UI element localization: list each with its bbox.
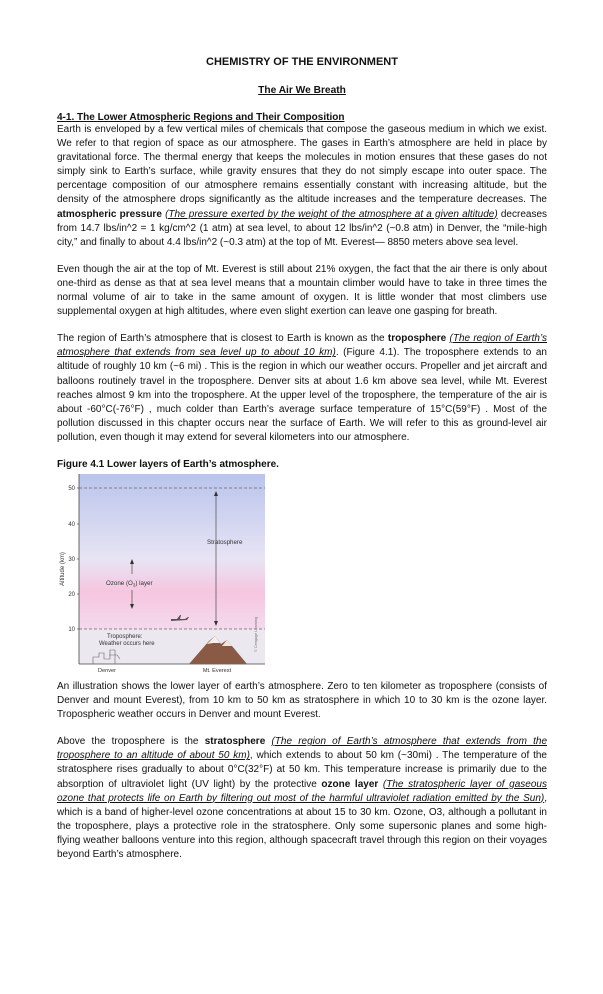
troposphere-label: Troposphere: (107, 633, 143, 640)
everest-label: Mt. Everest (202, 667, 232, 674)
stratosphere-label: Stratosphere (207, 538, 243, 546)
paragraph-everest-oxygen: Even though the air at the top of Mt. Everest is still about 21% oxygen, the fact that the air there is only about one-third as dense as that at sea level means that a mountain climber would have to take in three times the normal volume of air to take in the same amount of oxygen. It is little wonder that most climbers use supplemental oxygen at high altitudes, where even slight exertion can leave one gasping for breath. (57, 263, 547, 318)
troposphere-sublabel: Weather occurs here (99, 640, 155, 647)
term-stratosphere: stratosphere (204, 736, 266, 748)
definition-troposphere: (The region of Earth’s atmosphere that extends from sea level up to about 10 km) (57, 333, 547, 359)
y-axis-label: Altitude (km) (60, 552, 66, 586)
document-subtitle: The Air We Breath (258, 85, 346, 96)
term-ozone-layer: ozone layer (321, 778, 379, 790)
denver-label: Denver (97, 667, 117, 674)
tick-50: 50 (68, 485, 75, 492)
tick-10: 10 (68, 626, 75, 633)
tick-40: 40 (68, 521, 75, 528)
figure-caption: Figure 4.1 Lower layers of Earth’s atmosphere. (57, 458, 279, 470)
definition-ozone-layer: (The stratospheric layer of gaseous ozone that protects life on Earth by filtering out most of the harmful ultraviolet radiation emitted by the Sun) (57, 778, 547, 804)
term-troposphere: troposphere (387, 333, 447, 345)
figure-description: An illustration shows the lower layer of earth’s atmosphere. Zero to ten kilometer as troposphere (consists of Denver and mount Everest), from 10 km to 50 km as stratosphere in which 10 to 30 km is the ozone layer. Tropospheric weather occurs in Denver and mount Everest. (57, 680, 547, 721)
paragraph-atmosphere: Earth is enveloped by a few vertical miles of chemicals that compose the gaseous medium in which we exist. We refer to that region of space as our atmosphere. The gases in Earth’s atmosphere are held in place by gravitational force. The thermal energy that keeps the molecules in motion ensures that these gases do not simply sink to Earth’s surface, while gravity ensures that they do not simply escape into outer space. The percentage composition of our atmosphere remains essentially constant with increasing altitude, but the density of the atmosphere drops significantly as the altitude increases and the temperature decreases. The atmospheric pressure (The pressure exerted by the weight of the atmosphere at a given altitude) decreases from 14.7 lbs/in^2 = 1 kg/cm^2 (1 atm) at sea level, to about 12 lbs/in^2 (~0.8 atm) in Denver, the “mile-high city,” and finally to about 4.4 lbs/in^2 (~0.3 atm) at the top of Mt. Everest— 8850 meters above sea level. (57, 124, 548, 248)
paragraph-troposphere: The region of Earth’s atmosphere that is closest to Earth is known as the troposphere (The region of Earth’s atmosphere that extends from sea level up to about 10 km). (Figure 4.1). The troposphere extends to an altitude of roughly 10 km (~6 mi) . This is the region in which our weather occurs. Propeller and jet aircraft and balloons routinely travel in the troposphere. Denver sits at about 1.6 km above sea level, while Mt. Everest reaches almost 9 km into the troposphere. At the upper level of the troposphere, the temperature of the air is about -60°C(-76°F) , much colder than Earth’s average surface temperature of 15°C(59°F) . Most of the pollution discussed in this chapter occurs near the surface of Earth. We will refer to this as ground-level air pollution, even though it may extend for several kilometers into our atmosphere. (57, 333, 547, 443)
tick-20: 20 (68, 591, 75, 598)
ozone-label: Ozone $(O_3)$ layer (106, 579, 153, 588)
section-heading: 4-1. The Lower Atmospheric Regions and Their Composition (57, 112, 345, 123)
document-title: CHEMISTRY OF THE ENVIRONMENT (206, 56, 398, 68)
term-atmospheric-pressure: atmospheric pressure (57, 208, 162, 220)
document-page (57, 50, 547, 862)
paragraph-stratosphere: Above the troposphere is the stratosphere (The region of Earth’s atmosphere that extends from the troposphere to an altitude of about 50 km), which extends to about 50 km (~30mi) . The temperature of the stratosphere rises gradually to about 0°C(32°F) at 50 km. This temperature increase is primarily due to the absorption of ultraviolet light (UV light) by the protective ozone layer (The stratospheric layer of gaseous ozone that protects life on Earth by filtering out most of the harmful ultraviolet radiation emitted by the Sun), which is a band of higher-level ozone concentrations at about 15 to 30 km. Ozone, O3, although a pollutant in the troposphere, plays a protective role in the stratosphere. Only some supersonic planes and some high-flying weather balloons venture into this region, although spacecraft travel through this region on their voyages beyond Earth’s atmosphere. (57, 736, 548, 860)
definition-atmospheric-pressure: (The pressure exerted by the weight of the atmosphere at a given altitude) (165, 208, 498, 220)
definition-stratosphere: (The region of Earth’s atmosphere that extends from the troposphere to an altitude of about 50 km) (57, 736, 548, 762)
tick-30: 30 (68, 556, 75, 563)
credit-text: © Cengage Learning (254, 616, 258, 652)
atmosphere-figure (57, 474, 265, 674)
